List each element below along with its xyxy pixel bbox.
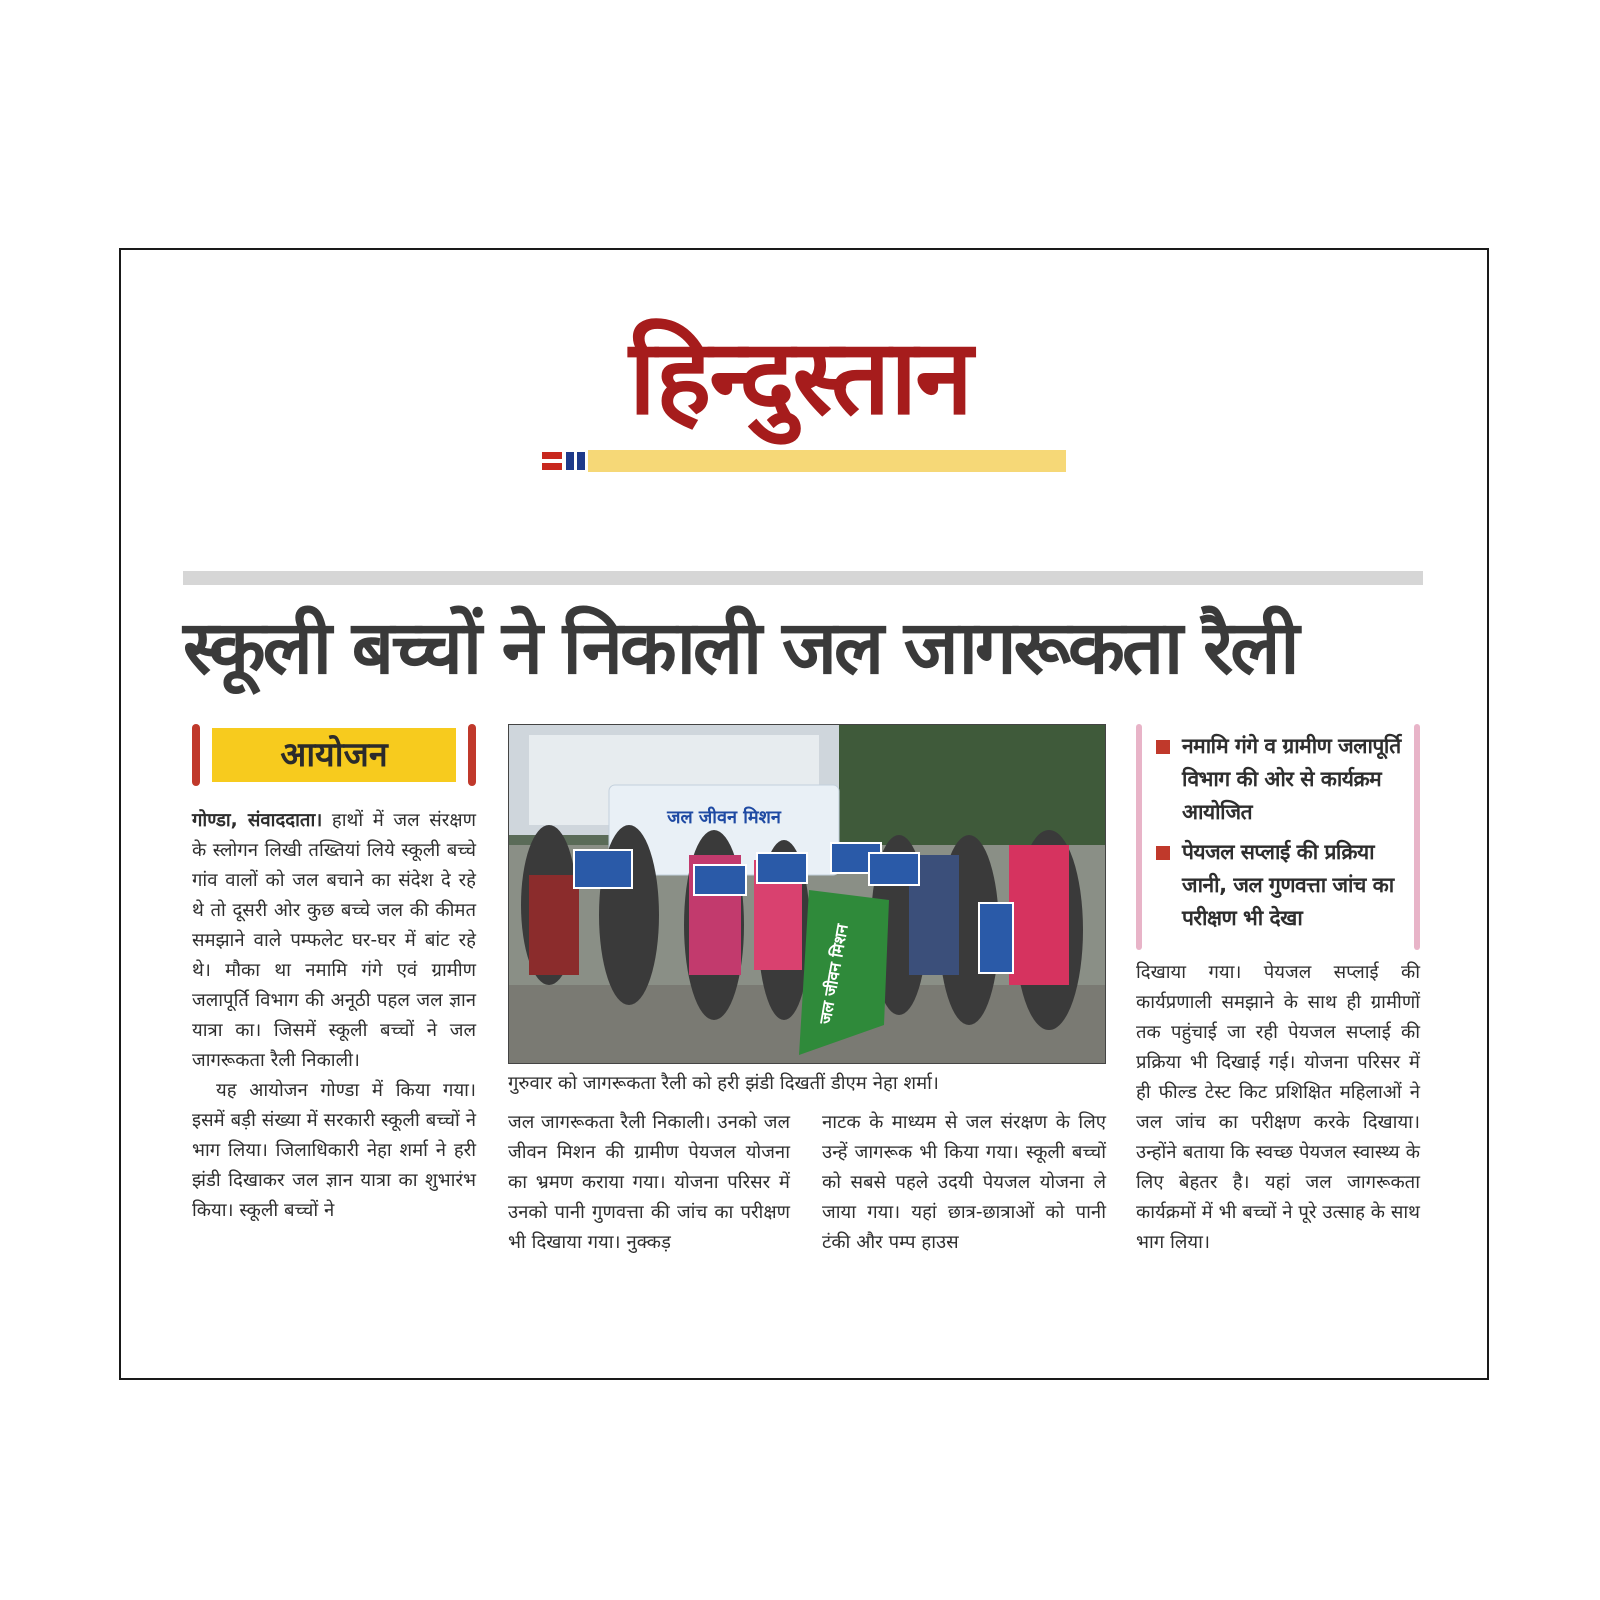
paragraph: [192, 806, 476, 1076]
section-tag-label: आयोजन: [212, 728, 456, 782]
photo-banner-text: जल जीवन मिशन: [667, 807, 781, 828]
paragraph: जल जागरूकता रैली निकाली। उनको जल जीवन मिशन की ग्रामीण पेयजल योजना का भ्रमण कराया गया। योजना परिसर में उनको पानी गुणवत्ता की जांच का परीक्षण भी दिखाया गया। नुक्कड़: [508, 1112, 790, 1253]
news-photo: [508, 724, 1106, 1064]
dateline: गोण्डा, संवाददाता।: [192, 810, 323, 831]
highlight-item: [1156, 730, 1410, 829]
highlight-item: [1156, 836, 1410, 935]
tag-edge-left: [192, 724, 200, 786]
headline-rule: [183, 571, 1423, 585]
highlights-edge-right: [1414, 724, 1420, 950]
article-column-3: [822, 1108, 1106, 1258]
photo-flag-text: जल जीवन मिशन: [815, 922, 852, 1026]
headline: स्कूली बच्चों ने निकाली जल जागरूकता रैली: [183, 605, 1297, 691]
section-tag: [192, 724, 476, 786]
photo-caption: गुरुवार को जागरूकता रैली को हरी झंडी दिखतीं डीएम नेहा शर्मा।: [508, 1073, 939, 1094]
article-column-4: [1136, 958, 1420, 1258]
masthead-logo: हिन्दुस्तान: [629, 315, 971, 438]
bullet-icon: [1156, 740, 1170, 754]
highlight-text: पेयजल सप्लाई की प्रक्रिया जानी, जल गुणवत्ता जांच का परीक्षण भी देखा: [1182, 840, 1394, 930]
paragraph: दिखाया गया। पेयजल सप्लाई की कार्यप्रणाली समझाने के साथ ही ग्रामीणों तक पहुंचाई जा रही पेयजल सप्लाई की प्रक्रिया भी दिखाई गई। योजना परिसर में ही फील्ड टेस्ट किट प्रशिक्षित महिलाओं ने जल जांच का परीक्षण करके दिखाया। उन्होंने बताया कि स्वच्छ पेयजल स्वास्थ्य के लिए बेहतर है। यहां जल जागरूकता कार्यक्रमों में भी बच्चों ने पूरे उत्साह के साथ भाग लिया।: [1136, 962, 1420, 1253]
paragraph-text: हाथों में जल संरक्षण के स्लोगन लिखी तख्तियां लिये स्कूली बच्चे गांव वालों को जल बचाने का संदेश दे रहे थे तो दूसरी ओर कुछ बच्चे जल की कीमत समझाने वाले पम्फलेट घर-घर में बांट रहे थे। मौका था नमामि गंगे एवं ग्रामीण जलापूर्ति विभाग की अनूठी पहल जल ज्ञान यात्रा का। जिसमें स्कूली बच्चों ने जल जागरूकता रैली निकाली।: [192, 810, 477, 1071]
bullet-icon: [1156, 846, 1170, 860]
masthead-strip: [542, 450, 1066, 472]
highlights-box: [1136, 724, 1420, 950]
masthead: [530, 312, 1070, 482]
logo-mark-icon: [542, 450, 588, 472]
tag-edge-right: [468, 724, 476, 786]
article-column-1: [192, 806, 476, 1226]
paragraph: यह आयोजन गोण्डा में किया गया। इसमें बड़ी संख्या में सरकारी स्कूली बच्चों ने भाग लिया। जिलाधिकारी नेहा शर्मा ने हरी झंडी दिखाकर जल ज्ञान यात्रा का शुभारंभ किया। स्कूली बच्चों ने: [192, 1080, 476, 1221]
article-column-2: [508, 1108, 790, 1258]
highlight-text: नमामि गंगे व ग्रामीण जलापूर्ति विभाग की ओर से कार्यक्रम आयोजित: [1182, 734, 1401, 824]
paragraph: नाटक के माध्यम से जल संरक्षण के लिए उन्हें जागरूक भी किया गया। स्कूली बच्चों को सबसे पहले उदयी पेयजल योजना ले जाया गया। यहां छात्र-छात्राओं को पानी टंकी और पम्प हाउस: [822, 1112, 1106, 1253]
highlights-edge-left: [1136, 724, 1142, 950]
